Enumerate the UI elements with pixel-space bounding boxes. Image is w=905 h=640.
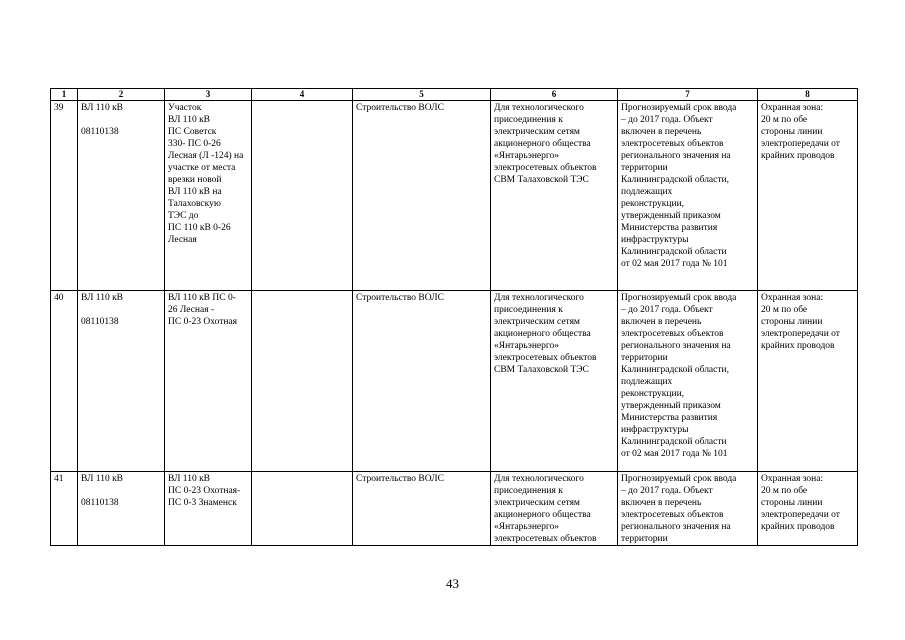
zone-cell-line: крайних проводов bbox=[761, 522, 835, 532]
header-cell: 5 bbox=[353, 89, 491, 101]
zone-cell-line: крайних проводов bbox=[761, 341, 835, 351]
term-cell-line: – до 2017 года. Объект bbox=[621, 115, 713, 125]
term-cell-line: регионального значения на bbox=[621, 341, 731, 351]
line-code: 08110138 bbox=[81, 127, 119, 137]
term-cell bbox=[618, 101, 758, 291]
term-cell-line: территории bbox=[621, 353, 668, 363]
table-row bbox=[51, 472, 858, 546]
line-name: ВЛ 110 кВ bbox=[81, 103, 124, 113]
section-cell-line: ТЭС до bbox=[168, 211, 199, 221]
section-cell-line: 26 Лесная - bbox=[168, 305, 215, 315]
work-text: Строительство ВОЛС bbox=[356, 474, 444, 484]
header-cell: 2 bbox=[78, 89, 165, 101]
zone-cell bbox=[758, 101, 858, 291]
section-cell-line: ПС Советск bbox=[168, 127, 217, 137]
term-cell-line: включен в перечень bbox=[621, 317, 702, 327]
purpose-cell-line: электросетевых объектов bbox=[494, 534, 597, 544]
term-cell-line: – до 2017 года. Объект bbox=[621, 486, 713, 496]
purpose-cell-line: акционерного общества bbox=[494, 139, 591, 149]
purpose-cell-line: «Янтарьэнерго» bbox=[494, 522, 560, 532]
purpose-cell-line: электрическим сетям bbox=[494, 127, 580, 137]
line-code: 08110138 bbox=[81, 317, 119, 327]
zone-cell-line: стороны линии bbox=[761, 498, 823, 508]
section-cell-line: ПС 0-23 Охотная bbox=[168, 317, 238, 327]
zone-cell-line: 20 м по обе bbox=[761, 486, 808, 496]
term-cell-line: Министерства развития bbox=[621, 223, 718, 233]
zone-cell-line: стороны линии bbox=[761, 127, 823, 137]
zone-cell-line: 20 м по обе bbox=[761, 115, 808, 125]
row-number: 40 bbox=[54, 293, 64, 303]
row-number-cell bbox=[51, 101, 78, 291]
term-cell-line: инфраструктуры bbox=[621, 235, 689, 245]
term-cell-line: Прогнозируемый срок ввода bbox=[621, 293, 737, 303]
purpose-cell-line: Для технологического bbox=[494, 103, 584, 113]
term-cell-line: инфраструктуры bbox=[621, 425, 689, 435]
row-number-cell bbox=[51, 291, 78, 472]
term-cell-line: от 02 мая 2017 года № 101 bbox=[621, 259, 728, 269]
section-cell-line: врезки новой bbox=[168, 175, 222, 185]
section-cell bbox=[165, 472, 252, 546]
term-cell-line: реконструкции, bbox=[621, 389, 685, 399]
zone-cell-line: 20 м по обе bbox=[761, 305, 808, 315]
section-cell-line: Лесная (Л -124) на bbox=[168, 151, 244, 161]
spacer bbox=[81, 485, 161, 497]
section-cell-line: ВЛ 110 кВ ПС 0- bbox=[168, 293, 236, 303]
purpose-cell-line: электросетевых объектов bbox=[494, 353, 597, 363]
section-cell-line: ПС 0-3 Знаменск bbox=[168, 498, 237, 508]
empty-cell bbox=[252, 291, 353, 472]
purpose-cell-line: акционерного общества bbox=[494, 329, 591, 339]
empty-cell bbox=[252, 472, 353, 546]
page-number: 43 bbox=[446, 576, 459, 591]
section-cell-line: ПС 110 кВ 0-26 bbox=[168, 223, 231, 233]
zone-cell-line: крайних проводов bbox=[761, 151, 835, 161]
purpose-cell bbox=[491, 472, 618, 546]
line-name: ВЛ 110 кВ bbox=[81, 293, 124, 303]
line-name-cell bbox=[78, 291, 165, 472]
term-cell-line: Калининградской области bbox=[621, 247, 727, 257]
zone-cell-line: Охранная зона: bbox=[761, 474, 824, 484]
table-header-row bbox=[51, 89, 858, 101]
term-cell-line: территории bbox=[621, 534, 668, 544]
work-cell bbox=[353, 101, 491, 291]
term-cell-line: Калининградской области bbox=[621, 437, 727, 447]
zone-cell-line: электропередачи от bbox=[761, 329, 840, 339]
term-cell bbox=[618, 291, 758, 472]
work-text: Строительство ВОЛС bbox=[356, 103, 444, 113]
purpose-cell-line: электросетевых объектов bbox=[494, 163, 597, 173]
row-number: 39 bbox=[54, 103, 64, 113]
line-name-cell bbox=[78, 472, 165, 546]
row-number-cell bbox=[51, 472, 78, 546]
term-cell-line: утвержденный приказом bbox=[621, 211, 721, 221]
empty-cell bbox=[252, 101, 353, 291]
table-row bbox=[51, 291, 858, 472]
purpose-cell-line: электрическим сетям bbox=[494, 317, 580, 327]
header-cell: 3 bbox=[165, 89, 252, 101]
term-cell-line: включен в перечень bbox=[621, 498, 702, 508]
term-cell-line: Министерства развития bbox=[621, 413, 718, 423]
work-text: Строительство ВОЛС bbox=[356, 293, 444, 303]
term-cell-line: подлежащих bbox=[621, 187, 673, 197]
section-cell-line: ВЛ 110 кВ bbox=[168, 474, 211, 484]
objects-table bbox=[50, 88, 858, 546]
spacer bbox=[81, 304, 161, 316]
purpose-cell-line: СВМ Талаховской ТЭС bbox=[494, 175, 589, 185]
term-cell-line: регионального значения на bbox=[621, 522, 731, 532]
term-cell-line: территории bbox=[621, 163, 668, 173]
term-cell-line: Прогнозируемый срок ввода bbox=[621, 103, 737, 113]
purpose-cell-line: «Янтарьэнерго» bbox=[494, 151, 560, 161]
zone-cell-line: электропередачи от bbox=[761, 510, 840, 520]
term-cell-line: подлежащих bbox=[621, 377, 673, 387]
term-cell-line: утвержденный приказом bbox=[621, 401, 721, 411]
header-cell: 1 bbox=[51, 89, 78, 101]
zone-cell-line: стороны линии bbox=[761, 317, 823, 327]
purpose-cell-line: присоединения к bbox=[494, 305, 563, 315]
table-body bbox=[51, 89, 858, 546]
work-cell bbox=[353, 291, 491, 472]
purpose-cell-line: присоединения к bbox=[494, 115, 563, 125]
zone-cell-line: Охранная зона: bbox=[761, 293, 824, 303]
term-cell-line: от 02 мая 2017 года № 101 bbox=[621, 449, 728, 459]
term-cell-line: электросетевых объектов bbox=[621, 329, 724, 339]
term-cell-line: – до 2017 года. Объект bbox=[621, 305, 713, 315]
purpose-cell-line: Для технологического bbox=[494, 293, 584, 303]
section-cell-line: Талаховскую bbox=[168, 199, 221, 209]
term-cell-line: включен в перечень bbox=[621, 127, 702, 137]
section-cell-line: Лесная bbox=[168, 235, 197, 245]
line-code: 08110138 bbox=[81, 498, 119, 508]
purpose-cell-line: присоединения к bbox=[494, 486, 563, 496]
header-cell: 6 bbox=[491, 89, 618, 101]
term-cell-line: регионального значения на bbox=[621, 151, 731, 161]
term-cell bbox=[618, 472, 758, 546]
spacer bbox=[81, 114, 161, 126]
line-name: ВЛ 110 кВ bbox=[81, 474, 124, 484]
work-cell bbox=[353, 472, 491, 546]
header-cell: 4 bbox=[252, 89, 353, 101]
term-cell-line: Калининградской области, bbox=[621, 365, 729, 375]
zone-cell-line: электропередачи от bbox=[761, 139, 840, 149]
section-cell-line: ПС 0-23 Охотная- bbox=[168, 486, 241, 496]
term-cell-line: электросетевых объектов bbox=[621, 510, 724, 520]
section-cell-line: ВЛ 110 кВ на bbox=[168, 187, 222, 197]
purpose-cell-line: «Янтарьэнерго» bbox=[494, 341, 560, 351]
section-cell bbox=[165, 101, 252, 291]
purpose-cell bbox=[491, 101, 618, 291]
purpose-cell-line: СВМ Талаховской ТЭС bbox=[494, 365, 589, 375]
term-cell-line: электросетевых объектов bbox=[621, 139, 724, 149]
term-cell-line: Прогнозируемый срок ввода bbox=[621, 474, 737, 484]
term-cell-line: реконструкции, bbox=[621, 199, 685, 209]
section-cell-line: ВЛ 110 кВ bbox=[168, 115, 211, 125]
zone-cell bbox=[758, 472, 858, 546]
table-row bbox=[51, 101, 858, 291]
header-cell: 7 bbox=[618, 89, 758, 101]
section-cell-line: участке от места bbox=[168, 163, 236, 173]
header-cell: 8 bbox=[758, 89, 858, 101]
row-number: 41 bbox=[54, 474, 64, 484]
section-cell-line: 330- ПС 0-26 bbox=[168, 139, 221, 149]
zone-cell bbox=[758, 291, 858, 472]
section-cell-line: Участок bbox=[168, 103, 202, 113]
term-cell-line: Калининградской области, bbox=[621, 175, 729, 185]
section-cell bbox=[165, 291, 252, 472]
purpose-cell-line: электрическим сетям bbox=[494, 498, 580, 508]
purpose-cell-line: Для технологического bbox=[494, 474, 584, 484]
line-name-cell bbox=[78, 101, 165, 291]
zone-cell-line: Охранная зона: bbox=[761, 103, 824, 113]
purpose-cell bbox=[491, 291, 618, 472]
purpose-cell-line: акционерного общества bbox=[494, 510, 591, 520]
